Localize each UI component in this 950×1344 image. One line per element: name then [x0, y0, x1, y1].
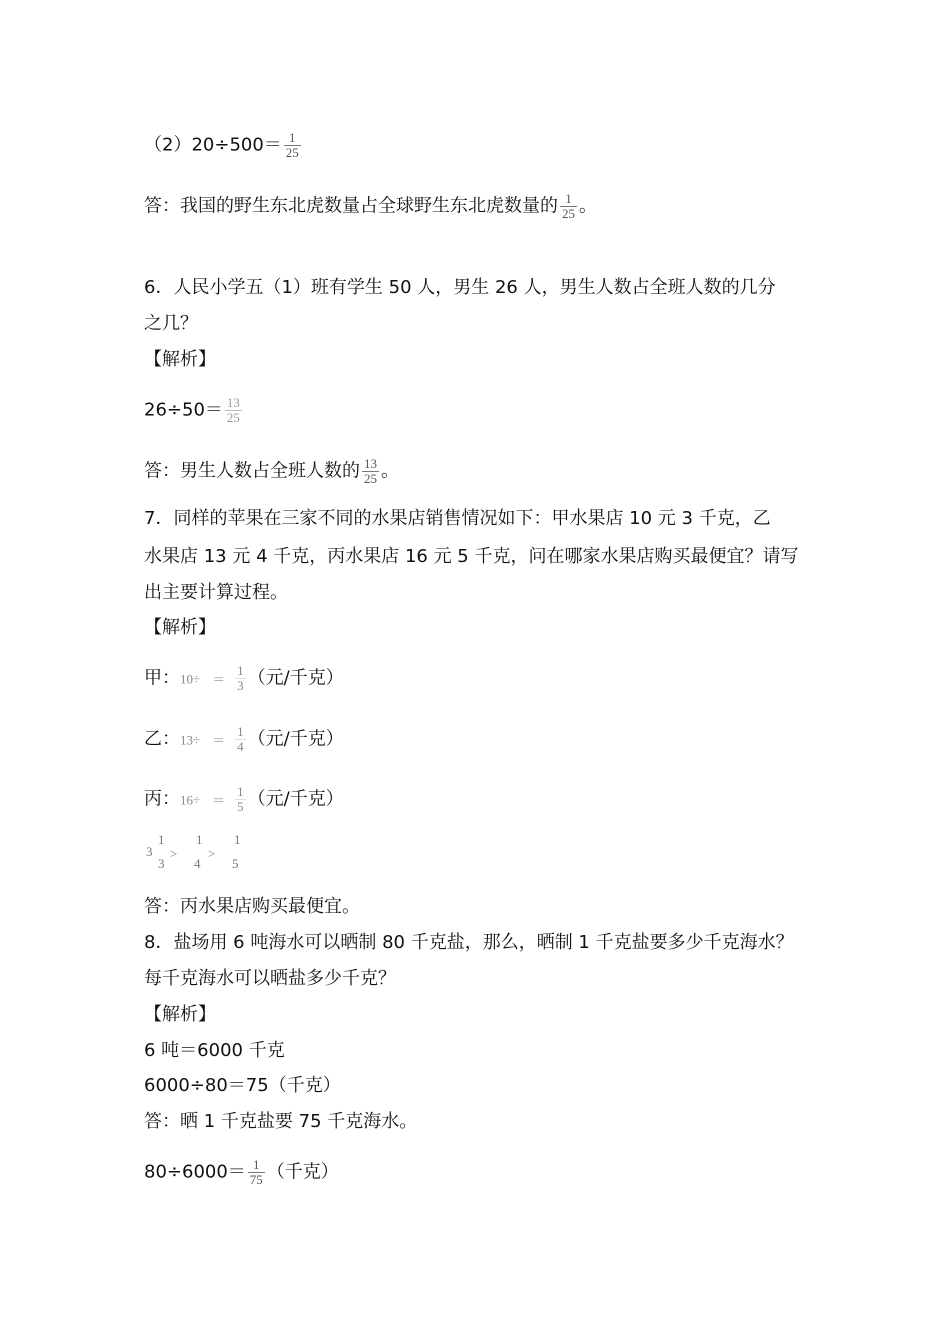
q7-question-line1: 7．同样的苹果在三家不同的水果店销售情况如下：甲水果店 10 元 3 千克，乙 — [144, 508, 771, 529]
q8-question-line1: 8．盐场用 6 吨海水可以晒制 80 千克盐，那么，晒制 1 千克盐要多少千克海水？ — [144, 932, 794, 953]
prev-answer-text: 答：我国的野生东北虎数量占全球野生东北虎数量的 — [144, 195, 558, 217]
q7-row-bing: 丙：16÷ ＝ $\frac{1}{5}$ （元/千克） — [144, 784, 344, 814]
q7-row-jia: 甲：10÷ ＝ $\frac{1}{3}$ （元/千克） — [144, 663, 344, 693]
q7-analysis-heading: 【解析】 — [144, 617, 216, 638]
q6-equation-fraction: $\frac{13}{25}$ — [226, 395, 240, 425]
q7-bing-fraction: $\frac{1}{5}$ — [237, 784, 244, 814]
q7-yi-fraction: $\frac{1}{4}$ — [237, 724, 244, 754]
q8-step1: 6 吨＝6000 千克 — [144, 1040, 285, 1061]
q6-question-line2: 之几？ — [144, 313, 198, 334]
q7-jia-fraction: $\frac{1}{3}$ — [237, 663, 244, 693]
prev-eq2-line — [144, 131, 303, 160]
q6-answer-fraction: $\frac{13}{25}$ — [364, 456, 377, 486]
q7-question-line2: 水果店 13 元 4 千克，丙水果店 16 元 5 千克，问在哪家水果店购买最便宜？请写 — [144, 546, 799, 567]
q6-equation: 26÷50＝ $\frac{13}{25}$ — [144, 395, 240, 425]
q6-analysis-heading: 【解析】 — [144, 349, 216, 370]
q8-step3-fraction: $\frac{1}{75}$ — [249, 1157, 263, 1187]
q8-question-line2: 每千克海水可以晒盐多少千克？ — [144, 968, 396, 989]
q8-analysis-heading: 【解析】 — [144, 1004, 216, 1025]
q7-row-yi: 乙：13÷ ＝ $\frac{1}{4}$ （元/千克） — [144, 724, 344, 754]
q7-answer: 答：丙水果店购买最便宜。 — [144, 896, 360, 917]
prev-eq2-text: （2）20÷500＝ — [144, 134, 282, 156]
q8-step2: 6000÷80＝75（千克） — [144, 1075, 341, 1096]
q6-answer-line: 答：男生人数占全班人数的 $\frac{13}{25}$ 。 — [144, 456, 399, 486]
q8-step3: 80÷6000＝ $\frac{1}{75}$ （千克） — [144, 1157, 339, 1187]
q8-answer1: 答：晒 1 千克盐要 75 千克海水。 — [144, 1111, 418, 1132]
q7-comparison: 3 1 3 > 1 4 > 1 5 — [146, 832, 241, 871]
prev-answer-line: 答：我国的野生东北虎数量占全球野生东北虎数量的 $\frac{1}{25}$ 。 — [144, 191, 597, 221]
prev-eq2-fraction: $\frac{1}{25}$ — [285, 130, 299, 160]
prev-answer-fraction: $\frac{1}{25}$ — [562, 191, 575, 221]
q6-question-line1: 6．人民小学五（1）班有学生 50 人，男生 26 人，男生人数占全班人数的几分 — [144, 277, 776, 298]
q7-question-line3: 出主要计算过程。 — [144, 582, 288, 603]
